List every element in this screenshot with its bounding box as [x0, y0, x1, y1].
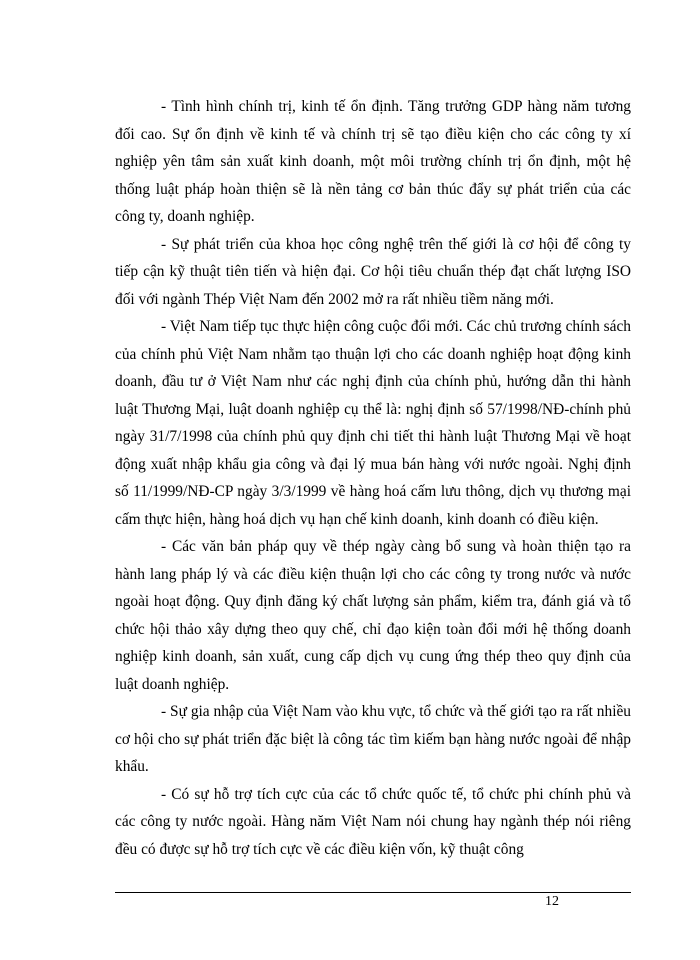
paragraph-international-support: - Có sự hỗ trợ tích cực của các tổ chức quốc tế, tổ chức phi chính phủ và các công ty nước ngoài. Hàng năm Việt Nam nói chung hay ngành thép nói riêng đều có được sự hỗ trợ tích cực về các điều kiện vốn, kỹ thuật công [115, 785, 631, 858]
page-body [115, 93, 631, 863]
paragraph-political-stability: - Tình hình chính trị, kinh tế ổn định. Tăng trưởng GDP hàng năm tương đối cao. Sự ổn định về kinh tế và chính trị sẽ tạo điều kiện cho các công ty xí nghiệp yên tâm sản xuất kinh doanh, một môi trường chính trị ổn định, một hệ thống luật pháp hoàn thiện sẽ là nền tảng cơ bản thúc đẩy sự phát triển của các công ty, doanh nghiệp. [115, 98, 631, 225]
paragraph-technology-development: - Sự phát triển của khoa học công nghệ trên thế giới là cơ hội để công ty tiếp cận kỹ thuật tiên tiến và hiện đại. Cơ hội tiêu chuẩn thép đạt chất lượng ISO đối với ngành Thép Việt Nam đến 2002 mở ra rất nhiều tiềm năng mới. [115, 235, 631, 308]
paragraph-renovation-policy: - Việt Nam tiếp tục thực hiện công cuộc đổi mới. Các chủ trương chính sách của chính phủ Việt Nam nhằm tạo thuận lợi cho các doanh nghiệp hoạt động kinh doanh, đầu tư ở Việt Nam như các nghị định của chính phủ, hướng dẫn thi hành luật Thương Mại, luật doanh nghiệp cụ thể là: nghị định số 57/1998/NĐ-chính phủ ngày 31/7/1998 của chính phủ quy định chi tiết thi hành luật Thương Mại về hoạt động xuất nhập khẩu gia công và đại lý mua bán hàng với nước ngoài. Nghị định số 11/1999/NĐ-CP ngày 3/3/1999 về hàng hoá cấm lưu thông, dịch vụ thương mại cấm thực hiện, hàng hoá dịch vụ hạn chế kinh doanh, kinh doanh có điều kiện. [115, 318, 631, 528]
page-number: 12 [545, 894, 559, 909]
paragraph-international-integration: - Sự gia nhập của Việt Nam vào khu vực, tổ chức và thế giới tạo ra rất nhiều cơ hội cho sự phát triển đặc biệt là công tác tìm kiếm bạn hàng nước ngoài để nhập khẩu. [115, 703, 631, 775]
paragraph-legal-documents: - Các văn bản pháp quy về thép ngày càng bổ sung và hoàn thiện tạo ra hành lang pháp lý và các điều kiện thuận lợi cho các công ty trong nước và nước ngoài hoạt động. Quy định đăng ký chất lượng sản phẩm, kiểm tra, đánh giá và tổ chức hội thảo xây dựng theo quy chế, chỉ đạo kiện toàn đổi mới hệ thống doanh nghiệp kinh doanh, sản xuất, cung cấp dịch vụ cung ứng thép theo quy định của luật doanh nghiệp. [115, 538, 631, 693]
